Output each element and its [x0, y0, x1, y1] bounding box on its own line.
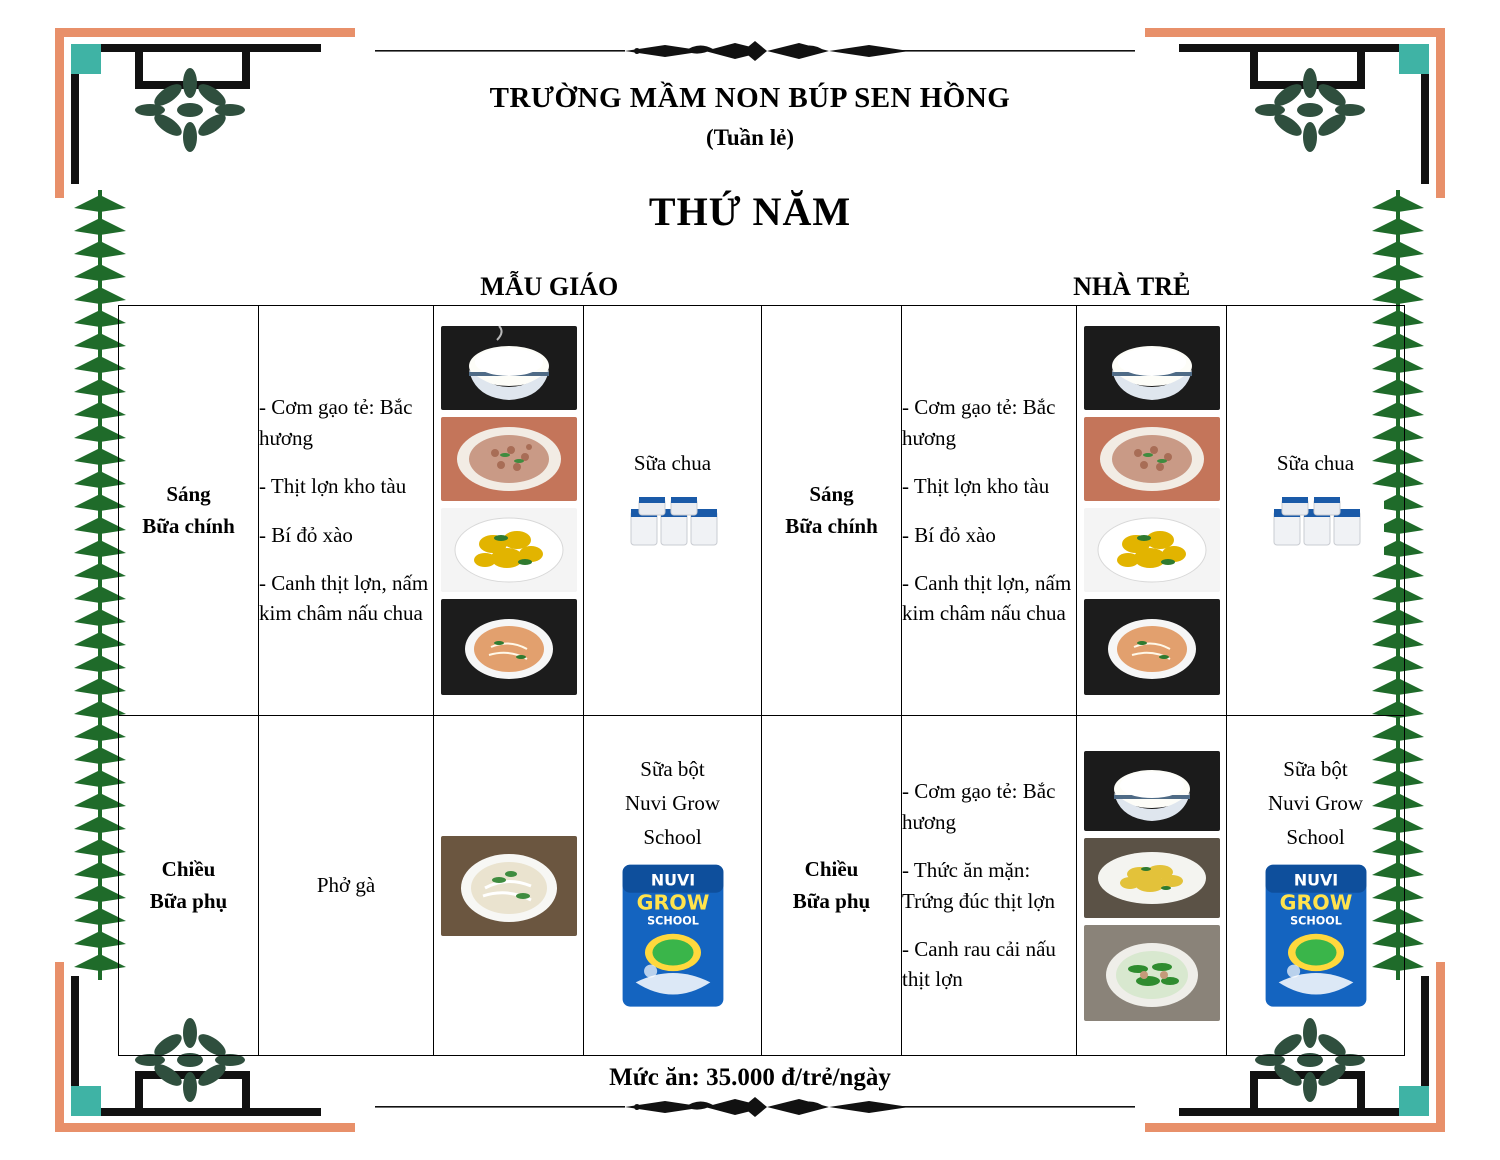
- session-label-line2: Bữa phụ: [149, 888, 228, 913]
- dish-item: Phở gà: [316, 872, 376, 897]
- session-label-nursery-afternoon: [762, 716, 902, 1056]
- session-label-line1: Chiều: [804, 857, 859, 881]
- sour-soup-with-pork-enoki-image: [441, 599, 577, 695]
- dish-list-preschool-morning: [259, 306, 434, 716]
- dish-list-nursery-afternoon: [902, 716, 1077, 1056]
- svg-text:SCHOOL: SCHOOL: [1289, 914, 1342, 928]
- side-nursery-afternoon: [1227, 716, 1405, 1056]
- dish-item: - Canh thịt lợn, nấm kim châm nấu chua: [902, 570, 1072, 626]
- sour-soup-with-pork-enoki-image: [1084, 599, 1220, 695]
- bowl-of-white-rice-image: [1084, 751, 1220, 831]
- dish-images-nursery-morning: [1077, 306, 1227, 716]
- group-header-nursery: NHÀ TRẺ: [1073, 272, 1191, 301]
- dish-images-preschool-afternoon: [434, 716, 584, 1056]
- session-label-line2: Bữa chính: [142, 513, 235, 538]
- braised-minced-pork-image: [441, 417, 577, 501]
- session-label-line2: Bữa phụ: [792, 888, 871, 913]
- page-title: TRƯỜNG MẦM NON BÚP SEN HỒNG: [489, 82, 1011, 114]
- table-row: [119, 716, 1405, 1056]
- bowl-of-white-rice-image: [1084, 326, 1220, 410]
- side-preschool-afternoon: [584, 716, 762, 1056]
- dish-item: - Cơm gạo tẻ: Bắc hương: [902, 779, 1056, 834]
- session-label-line1: Sáng: [166, 482, 211, 506]
- side-nursery-morning: [1227, 306, 1405, 716]
- session-label-line2: Bữa chính: [785, 513, 878, 538]
- stir-fried-pumpkin-image: [441, 508, 577, 592]
- table-row: [119, 306, 1405, 716]
- nuvi-grow-school-milk-pack-image: [617, 861, 729, 1010]
- yogurt-pack-image: [1248, 487, 1384, 567]
- bowl-of-white-rice-image: [441, 326, 577, 410]
- dish-item: - Cơm gạo tẻ: Bắc hương: [259, 395, 413, 450]
- side-label-line2: Nuvi Grow: [624, 791, 721, 816]
- session-label-line1: Chiều: [161, 857, 216, 881]
- side-label: Sữa chua: [1276, 450, 1355, 475]
- chicken-pho-bowl-image: [441, 836, 577, 936]
- ornament-divider-icon: [375, 1094, 1135, 1120]
- nuvi-grow-school-milk-pack-image: [1260, 861, 1372, 1010]
- side-label-line1: Sữa bột: [640, 757, 705, 782]
- side-label-line1: Sữa bột: [1283, 757, 1348, 782]
- week-label: (Tuần lẻ): [706, 125, 794, 150]
- side-label-line3: School: [1286, 824, 1345, 849]
- dish-item: - Canh rau cải nấu thịt lợn: [902, 936, 1056, 992]
- cost-note: Mức ăn: 35.000 đ/trẻ/ngày: [609, 1064, 891, 1091]
- dish-item: - Bí đỏ xào: [902, 522, 996, 547]
- group-headers: [118, 272, 1403, 302]
- session-label-line1: Sáng: [809, 482, 854, 506]
- side-preschool-morning: [584, 306, 762, 716]
- svg-text:SCHOOL: SCHOOL: [646, 914, 699, 928]
- dish-item: - Cơm gạo tẻ: Bắc hương: [902, 395, 1056, 450]
- group-header-preschool: MẪU GIÁO: [480, 272, 619, 301]
- yogurt-pack-image: [605, 487, 741, 567]
- dish-item: - Canh thịt lợn, nấm kim châm nấu chua: [259, 570, 429, 626]
- dish-images-nursery-afternoon: [1077, 716, 1227, 1056]
- svg-text:GROW: GROW: [1279, 890, 1352, 915]
- dish-item: - Thịt lợn kho tàu: [902, 474, 1050, 499]
- egg-omelette-with-pork-image: [1084, 838, 1220, 918]
- dish-item: - Thịt lợn kho tàu: [259, 474, 407, 499]
- dish-item: - Thức ăn mặn: Trứng đúc thịt lợn: [902, 858, 1055, 913]
- ornament-divider-icon: [375, 38, 1135, 64]
- session-label-nursery-morning: [762, 306, 902, 716]
- dish-list-preschool-afternoon: [259, 716, 434, 1056]
- svg-text:GROW: GROW: [636, 890, 709, 915]
- side-label-line2: Nuvi Grow: [1267, 791, 1364, 816]
- braised-minced-pork-image: [1084, 417, 1220, 501]
- day-title: THỨ NĂM: [648, 189, 852, 234]
- svg-text:NUVI: NUVI: [650, 870, 695, 890]
- session-label-preschool-morning: [119, 306, 259, 716]
- stir-fried-pumpkin-image: [1084, 508, 1220, 592]
- mustard-greens-soup-with-pork-image: [1084, 925, 1220, 1021]
- session-label-preschool-afternoon: [119, 716, 259, 1056]
- menu-table: [118, 305, 1405, 1056]
- dish-images-preschool-morning: [434, 306, 584, 716]
- side-label-line3: School: [643, 824, 702, 849]
- dish-list-nursery-morning: [902, 306, 1077, 716]
- side-label: Sữa chua: [633, 450, 712, 475]
- svg-text:NUVI: NUVI: [1293, 870, 1338, 890]
- dish-item: - Bí đỏ xào: [259, 522, 353, 547]
